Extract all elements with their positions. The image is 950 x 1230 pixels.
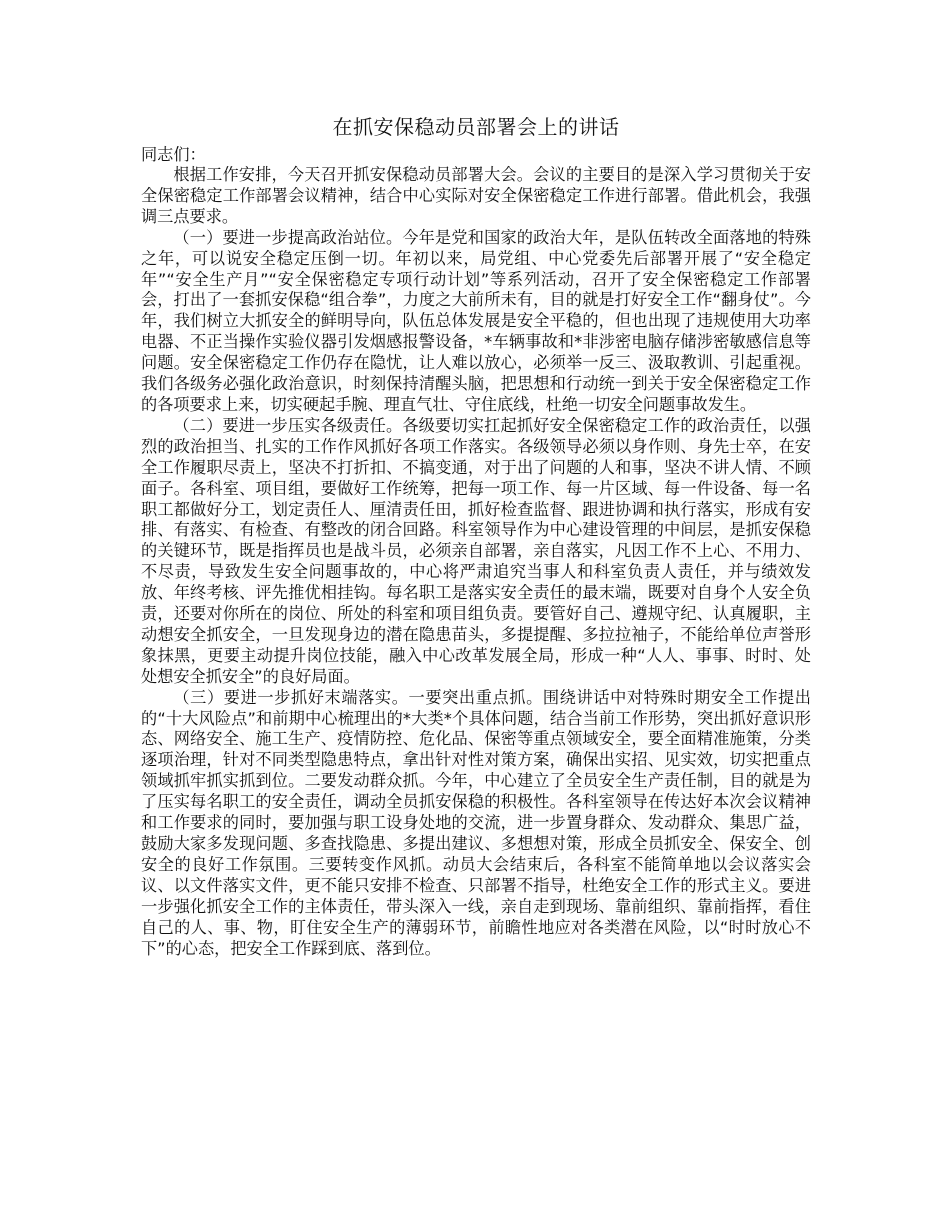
paragraph-section-3: （三）要进一步抓好末端落实。一要突出重点抓。围绕讲话中对特殊时期安全工作提出的“十大风险点”和前期中心梳理出的*大类*个具体问题，结合当前工作形势，突出抓好意识形态、网络安全、施工生产、疫情防控、危化品、保密等重点领域安全，要全面精准施策，分类逐项治理，针对不同类型隐患特点，拿出针对性对策方案，确保出实招、见实效，切实把重点领域抓牢抓实抓到位。二要发动群众抓。今年，中心建立了全员安全生产责任制，目的就是为了压实每名职工的安全责任，调动全员抓安保稳的积极性。各科室领导在传达好本次会议精神和工作要求的同时，要加强与职工设身处地的交流，进一步置身群众、发动群众、集思广益，鼓励大家多发现问题、多查找隐患、多提出建议、多想想对策，形成全员抓安全、保安全、创安全的良好工作氛围。三要转变作风抓。动员大会结束后，各科室不能简单地以会议落实会议、以文件落实文件，更不能只安排不检查、只部署不指导，杜绝安全工作的形式主义。要进一步强化抓安全工作的主体责任，带头深入一线，亲自走到现场、靠前组织、靠前指挥，看住自己的人、事、物，盯住安全生产的薄弱环节，前瞻性地应对各类潜在风险，以“时时放心不下”的心态，把安全工作踩到底、落到位。 [141, 687, 811, 958]
paragraph-section-2: （二）要进一步压实各级责任。各级要切实扛起抓好安全保密稳定工作的政治责任，以强烈的政治担当、扎实的工作作风抓好各项工作落实。各级领导必须以身作则、身先士卒，在安全工作履职尽责上，坚决不打折扣、不搞变通，对于出了问题的人和事，坚决不讲人情、不顾面子。各科室、项目组，要做好工作统筹，把每一项工作、每一片区域、每一件设备、每一名职工都做好分工，划定责任人、厘清责任田，抓好检查监督、跟进协调和执行落实，形成有安排、有落实、有检查、有整改的闭合回路。科室领导作为中心建设管理的中间层，是抓安保稳的关键环节，既是指挥员也是战斗员，必须亲自部署，亲自落实，凡因工作不上心、不用力、不尽责，导致发生安全问题事故的，中心将严肃追究当事人和科室负责人责任，并与绩效发放、年终考核、评先推优相挂钩。每名职工是落实安全责任的最末端，既要对自身个人安全负责，还要对你所在的岗位、所处的科室和项目组负责。要管好自己、遵规守纪、认真履职，主动想安全抓安全，一旦发现身边的潜在隐患苗头，多提提醒、多拉拉袖子，不能给单位声誉形象抹黑，更要主动提升岗位技能，融入中心改革发展全局，形成一种“人人、事事、时时、处处想安全抓安全”的良好局面。 [141, 415, 811, 686]
paragraph-section-1: （一）要进一步提高政治站位。今年是党和国家的政治大年，是队伍转改全面落地的特殊之年，可以说安全稳定压倒一切。年初以来，局党组、中心党委先后部署开展了“安全稳定年”“安全生产月”“安全保密稳定专项行动计划”等系列活动，召开了安全保密稳定工作部署会，打出了一套抓安保稳“组合拳”，力度之大前所未有，目的就是打好安全工作“翻身仗”。今年，我们树立大抓安全的鲜明导向，队伍总体发展是安全平稳的，但也出现了违规使用大功率电器、不正当操作实验仪器引发烟感报警设备，*车辆事故和*非涉密电脑存储涉密敏感信息等问题。安全保密稳定工作仍存在隐忧，让人难以放心，必须举一反三、汲取教训、引起重视。我们各级务必强化政治意识，时刻保持清醒头脑，把思想和行动统一到关于安全保密稳定工作的各项要求上来，切实硬起手腕、理直气壮、守住底线，杜绝一切安全问题事故发生。 [141, 227, 811, 414]
salutation: 同志们： [141, 145, 206, 164]
document-page [141, 112, 811, 959]
document-title: 在抓安保稳动员部署会上的讲话 [332, 115, 620, 139]
paragraph-intro: 根据工作安排，今天召开抓安保稳动员部署大会。会议的主要目的是深入学习贯彻关于安全保密稳定工作部署会议精神，结合中心实际对安全保密稳定工作进行部署。借此机会，我强调三点要求。 [141, 165, 811, 226]
